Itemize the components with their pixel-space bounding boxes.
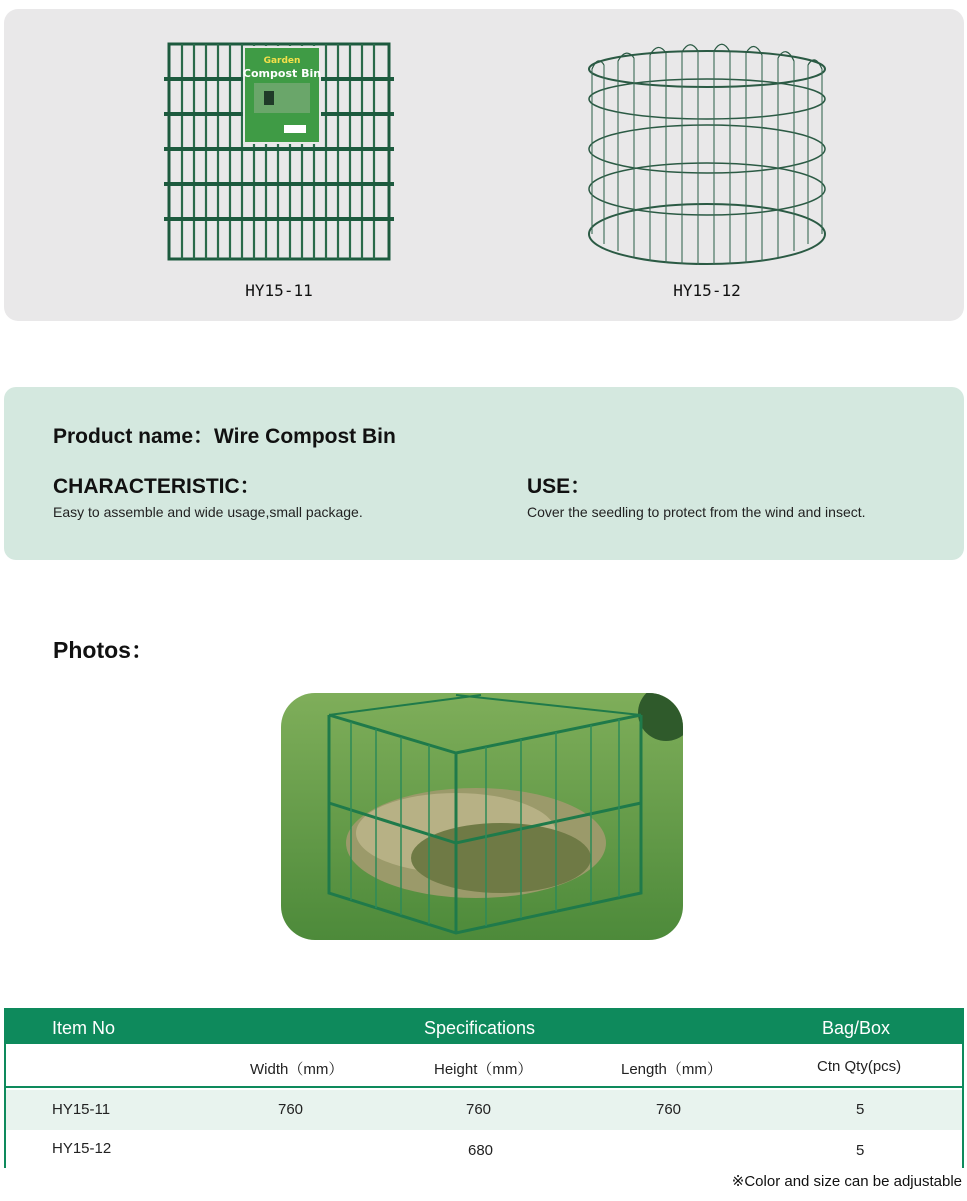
adjustable-note: ※Color and size can be adjustable	[731, 1173, 962, 1190]
compost-bin-photo	[281, 693, 683, 940]
characteristic-text: Easy to assemble and wide usage,small package.	[53, 504, 363, 520]
table-sub-header	[6, 1044, 962, 1088]
spec-table	[4, 1008, 964, 1168]
table-row	[6, 1130, 962, 1170]
characteristic-heading: CHARACTERISTIC：	[53, 475, 261, 498]
cell-qty: 5	[856, 1142, 865, 1159]
header-specifications: Specifications	[424, 1018, 536, 1038]
header-bag-box: Bag/Box	[822, 1018, 891, 1038]
cell-height: 680	[468, 1142, 494, 1159]
cell-length: 760	[656, 1101, 682, 1118]
cell-height: 760	[466, 1101, 492, 1118]
product-caption: HY15-11	[245, 281, 313, 300]
product-name: Product name：Wire Compost Bin	[53, 425, 396, 448]
product-caption: HY15-12	[673, 281, 741, 300]
cell-qty: 5	[856, 1101, 865, 1118]
sub-header-height: Height（mm）	[434, 1061, 533, 1078]
sub-header-width: Width（mm）	[250, 1061, 344, 1078]
cell-width: 760	[278, 1101, 304, 1118]
cell-item: HY15-12	[52, 1140, 112, 1157]
table-row	[6, 1090, 962, 1130]
product-info-panel	[4, 387, 964, 560]
product-images-panel	[4, 9, 964, 321]
table-header	[6, 1010, 962, 1044]
compost-bin-photo-image	[281, 693, 683, 940]
round-wire-fence-image	[582, 39, 832, 269]
sub-header-length: Length（mm）	[621, 1061, 722, 1078]
use-text: Cover the seedling to protect from the wind and insect.	[527, 504, 866, 520]
label-brand: Garden	[263, 56, 301, 66]
flat-wire-panel-image	[164, 39, 394, 269]
header-item-no: Item No	[52, 1018, 116, 1038]
sub-header-ctn-qty: Ctn Qty(pcs)	[817, 1058, 902, 1075]
cell-item: HY15-11	[52, 1101, 111, 1118]
use-heading: USE：	[527, 475, 592, 498]
label-title: Compost Bin	[242, 67, 322, 80]
photos-title: Photos：	[53, 637, 154, 663]
